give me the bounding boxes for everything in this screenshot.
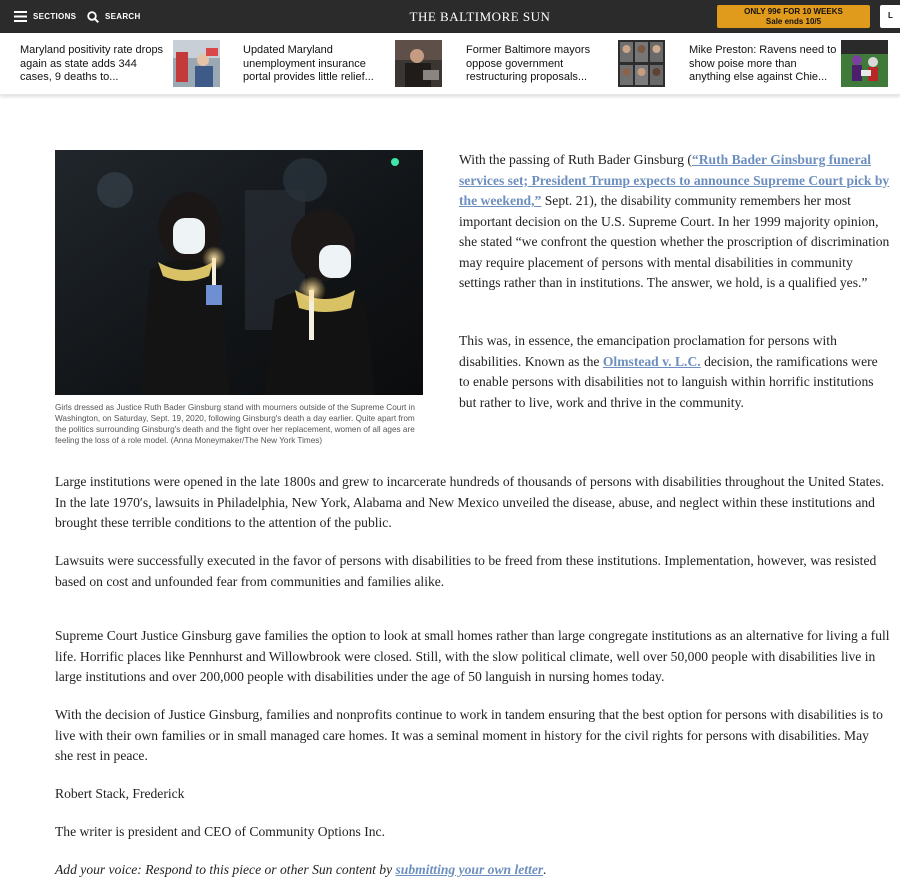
headline-card[interactable] xyxy=(689,39,889,89)
article-paragraph: Supreme Court Justice Ginsburg gave families the option to look at small homes rather than large congregate institutions as an alternative for living a full life. Horrific places like Pennhurst and Willowbrook were closed. Still, with the slow political climate, well over 50,000 people with disabilities live in large institutions and over 200,000 people with disabilities under the age of 50 languish in nursing homes today. xyxy=(55,628,890,684)
article-photo xyxy=(55,150,423,395)
paragraph-text: With the passing of Ruth Bader Ginsburg ( xyxy=(459,152,692,167)
login-button[interactable]: L xyxy=(880,5,900,28)
article-paragraph: With the decision of Justice Ginsburg, families and nonprofits continue to work in tandem ensuring that the best option for persons with disabilities is to live with their own families or in small managed care homes. It was a seminal moment in history for the civil rights for persons with disabilities. May she rest in peace. xyxy=(55,707,883,763)
trending-headlines-strip xyxy=(0,33,900,95)
headline-card[interactable] xyxy=(466,39,666,89)
headline-text[interactable]: Updated Maryland unemployment insurance portal provides little relief... xyxy=(243,44,374,83)
paragraph-text: decision, the ramifications were to enable persons with disabilities not to languish within horrific institutions but rather to live, work and thrive in the community. xyxy=(459,353,878,410)
article-paragraph: Large institutions were opened in the late 1800s and grew to incarcerate hundreds of thousands of persons with disabilities throughout the United States. In the late 1970′s, lawsuits in Philadelphia, New York, Alabama and New Mexico unveiled the disease, abuse, and neglect within these institutions and brought these terrible conditions to the attention of the public. xyxy=(55,474,885,530)
promo-offer-text: ONLY 99¢ FOR 10 WEEKS xyxy=(744,7,843,16)
letter-invitation xyxy=(55,860,890,881)
search-icon xyxy=(87,11,99,23)
headline-text[interactable]: Mike Preston: Ravens need to show poise more than anything else against Chie... xyxy=(689,44,837,83)
search-label: SEARCH xyxy=(105,12,141,21)
author-bio: The writer is president and CEO of Community Options Inc. xyxy=(55,824,385,839)
top-navigation-bar xyxy=(0,0,900,33)
promo-deadline-text: Sale ends 10/5 xyxy=(765,17,822,26)
masthead-logo[interactable]: THE BALTIMORE SUN xyxy=(409,8,551,24)
paragraph-text: . xyxy=(543,862,547,877)
headline-card[interactable] xyxy=(20,39,220,89)
sections-label: SECTIONS xyxy=(33,12,77,21)
article-paragraph xyxy=(459,150,891,294)
paragraph-text: Add your voice: Respond to this piece or other Sun content by xyxy=(55,862,396,877)
headline-thumbnail[interactable] xyxy=(395,40,442,87)
sections-menu-button[interactable] xyxy=(14,0,76,33)
headline-text[interactable]: Former Baltimore mayors oppose government restructuring proposals... xyxy=(466,44,591,83)
article-paragraph xyxy=(459,331,891,413)
subscribe-promo-button[interactable] xyxy=(717,5,870,28)
headline-card[interactable] xyxy=(243,39,443,89)
article-paragraph: Lawsuits were successfully executed in the favor of persons with disabilities to be freed from these institutions. Implementation, however, was resisted based on cost and unfounded fear from communities and families alike. xyxy=(55,553,877,589)
funeral-article-link[interactable]: “Ruth Bader Ginsburg funeral services set; President Trump expects to announce Supreme Court pick by the weekend,” xyxy=(459,152,890,208)
headline-thumbnail[interactable] xyxy=(618,40,665,87)
search-button[interactable] xyxy=(87,0,141,33)
submit-letter-link[interactable]: submitting your own letter xyxy=(395,862,544,877)
photo-caption: Girls dressed as Justice Ruth Bader Ginsburg stand with mourners outside of the Supreme Court in Washington, on Saturday, Sept. 19, 2020, following Ginsburg's death a day earlier. Quite apart from the politics surrounding Ginsburg's death and the fight over her replacement, women of all ages are feeling the loss of a role model. (Anna Moneymaker/The New York Times) xyxy=(55,403,415,445)
headline-text[interactable]: Maryland positivity rate drops again as state adds 344 cases, 9 deaths to... xyxy=(20,44,164,83)
author-signature: Robert Stack, Frederick xyxy=(55,786,185,801)
paragraph-text: Sept. 21), the disability community remembers her most important decision on the U.S. Supreme Court. In her 1999 majority opinion, she stated “we confront the question whether the proscription of discrimination may require placement of persons with mental disabilities in community settings rather than in institutions. The answer, we hold, is a qualified yes.” xyxy=(459,193,890,290)
headline-thumbnail[interactable] xyxy=(173,40,220,87)
paragraph-text: This was, in essence, the emancipation proclamation for persons with disabilities. Known as the xyxy=(459,333,837,369)
hamburger-icon xyxy=(14,11,27,22)
olmstead-link[interactable]: Olmstead v. L.C. xyxy=(602,353,701,369)
headline-thumbnail[interactable] xyxy=(841,40,888,87)
